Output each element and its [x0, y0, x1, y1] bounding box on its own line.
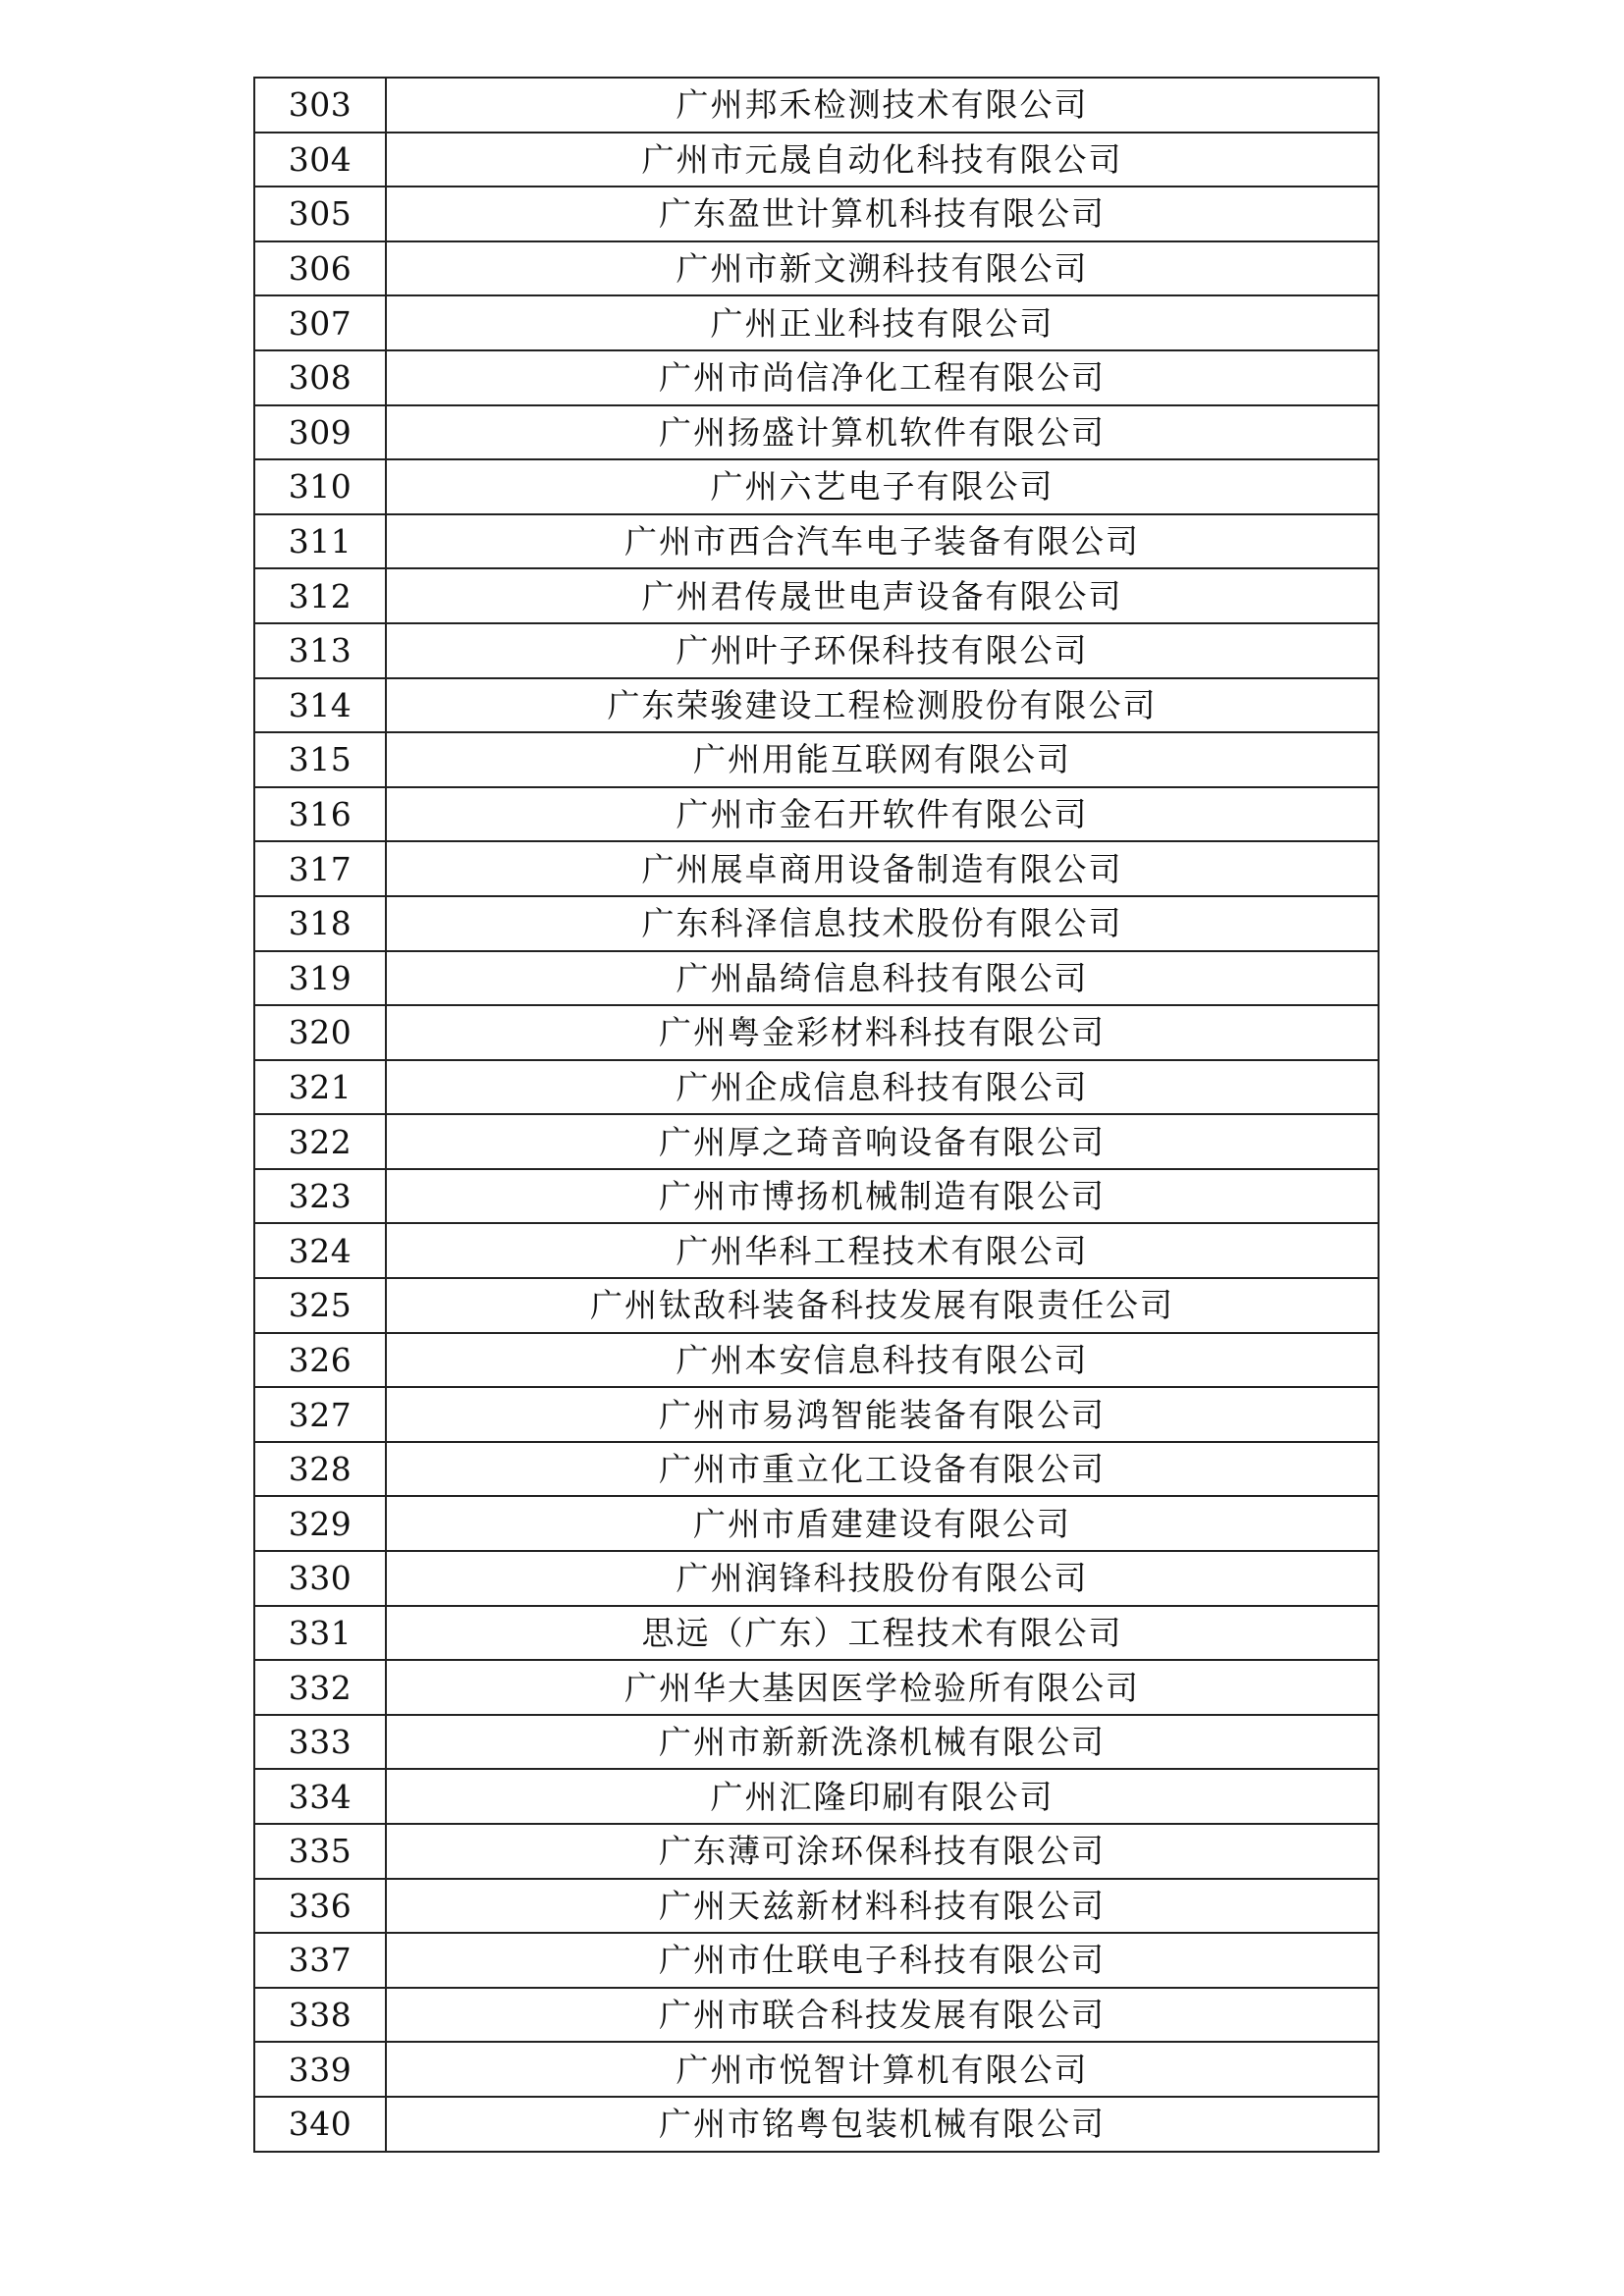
company-name: 广州市尚信净化工程有限公司	[386, 350, 1379, 405]
company-name: 广州市新新洗涤机械有限公司	[386, 1715, 1379, 1770]
company-name: 广东荣骏建设工程检测股份有限公司	[386, 678, 1379, 733]
row-number: 315	[254, 732, 386, 787]
company-name: 广州市重立化工设备有限公司	[386, 1442, 1379, 1497]
row-number: 309	[254, 405, 386, 460]
table-row	[254, 1715, 1379, 1770]
table-row	[254, 1496, 1379, 1551]
table-row	[254, 78, 1379, 133]
company-name: 广东科泽信息技术股份有限公司	[386, 896, 1379, 951]
row-number: 318	[254, 896, 386, 951]
table-row	[254, 2042, 1379, 2097]
row-number: 308	[254, 350, 386, 405]
row-number: 307	[254, 295, 386, 350]
row-number: 331	[254, 1606, 386, 1661]
row-number: 304	[254, 133, 386, 187]
row-number: 314	[254, 678, 386, 733]
table-row	[254, 241, 1379, 296]
table-row	[254, 1660, 1379, 1715]
company-name: 广州展卓商用设备制造有限公司	[386, 841, 1379, 896]
row-number: 329	[254, 1496, 386, 1551]
table-row	[254, 405, 1379, 460]
table-row	[254, 1333, 1379, 1388]
table-row	[254, 787, 1379, 842]
company-name: 广州润锋科技股份有限公司	[386, 1551, 1379, 1606]
row-number: 319	[254, 951, 386, 1006]
row-number: 327	[254, 1387, 386, 1442]
company-name: 广州厚之琦音响设备有限公司	[386, 1114, 1379, 1169]
company-name: 广州天兹新材料科技有限公司	[386, 1879, 1379, 1934]
company-name: 广州市元晟自动化科技有限公司	[386, 133, 1379, 187]
company-name: 广州市金石开软件有限公司	[386, 787, 1379, 842]
company-name: 广州粤金彩材料科技有限公司	[386, 1005, 1379, 1060]
row-number: 328	[254, 1442, 386, 1497]
company-name: 广州邦禾检测技术有限公司	[386, 78, 1379, 133]
company-list-table	[253, 77, 1380, 2153]
company-name: 广州市联合科技发展有限公司	[386, 1988, 1379, 2043]
row-number: 338	[254, 1988, 386, 2043]
company-name: 广州汇隆印刷有限公司	[386, 1769, 1379, 1824]
table-row	[254, 1933, 1379, 1988]
row-number: 324	[254, 1223, 386, 1278]
company-name: 广州正业科技有限公司	[386, 295, 1379, 350]
row-number: 310	[254, 459, 386, 514]
row-number: 323	[254, 1169, 386, 1224]
company-name: 广州钛敌科装备科技发展有限责任公司	[386, 1278, 1379, 1333]
table-row	[254, 951, 1379, 1006]
table-row	[254, 1551, 1379, 1606]
row-number: 322	[254, 1114, 386, 1169]
row-number: 320	[254, 1005, 386, 1060]
table-row	[254, 1769, 1379, 1824]
company-name: 广州华大基因医学检验所有限公司	[386, 1660, 1379, 1715]
row-number: 305	[254, 187, 386, 241]
table-row	[254, 350, 1379, 405]
company-name: 广州用能互联网有限公司	[386, 732, 1379, 787]
row-number: 334	[254, 1769, 386, 1824]
company-name: 广州市新文溯科技有限公司	[386, 241, 1379, 296]
company-name: 广州晶绮信息科技有限公司	[386, 951, 1379, 1006]
table-row	[254, 568, 1379, 623]
company-name: 广州本安信息科技有限公司	[386, 1333, 1379, 1388]
row-number: 303	[254, 78, 386, 133]
table-row	[254, 133, 1379, 187]
company-name: 广州市仕联电子科技有限公司	[386, 1933, 1379, 1988]
table-row	[254, 1169, 1379, 1224]
table-row	[254, 1387, 1379, 1442]
table-row	[254, 1606, 1379, 1661]
company-name: 广州市盾建建设有限公司	[386, 1496, 1379, 1551]
row-number: 335	[254, 1824, 386, 1879]
company-name: 广州市悦智计算机有限公司	[386, 2042, 1379, 2097]
table-row	[254, 1060, 1379, 1115]
row-number: 326	[254, 1333, 386, 1388]
table-row	[254, 732, 1379, 787]
company-name: 广州君传晟世电声设备有限公司	[386, 568, 1379, 623]
row-number: 330	[254, 1551, 386, 1606]
row-number: 313	[254, 623, 386, 678]
row-number: 321	[254, 1060, 386, 1115]
table-row	[254, 459, 1379, 514]
company-list-body	[254, 78, 1379, 2152]
row-number: 339	[254, 2042, 386, 2097]
company-name: 广州市铭粤包装机械有限公司	[386, 2097, 1379, 2152]
company-name: 思远（广东）工程技术有限公司	[386, 1606, 1379, 1661]
row-number: 312	[254, 568, 386, 623]
row-number: 306	[254, 241, 386, 296]
company-name: 广州企成信息科技有限公司	[386, 1060, 1379, 1115]
table-row	[254, 187, 1379, 241]
table-row	[254, 1442, 1379, 1497]
company-name: 广东盈世计算机科技有限公司	[386, 187, 1379, 241]
row-number: 333	[254, 1715, 386, 1770]
table-row	[254, 2097, 1379, 2152]
company-name: 广州市西合汽车电子装备有限公司	[386, 514, 1379, 569]
table-row	[254, 1879, 1379, 1934]
table-row	[254, 1278, 1379, 1333]
row-number: 325	[254, 1278, 386, 1333]
company-name: 广州华科工程技术有限公司	[386, 1223, 1379, 1278]
table-row	[254, 841, 1379, 896]
company-name: 广东薄可涂环保科技有限公司	[386, 1824, 1379, 1879]
table-row	[254, 1114, 1379, 1169]
company-name: 广州六艺电子有限公司	[386, 459, 1379, 514]
row-number: 316	[254, 787, 386, 842]
table-row	[254, 1005, 1379, 1060]
table-row	[254, 623, 1379, 678]
table-row	[254, 1824, 1379, 1879]
table-row	[254, 514, 1379, 569]
row-number: 340	[254, 2097, 386, 2152]
row-number: 336	[254, 1879, 386, 1934]
table-row	[254, 1988, 1379, 2043]
row-number: 332	[254, 1660, 386, 1715]
table-row	[254, 678, 1379, 733]
table-row	[254, 1223, 1379, 1278]
row-number: 337	[254, 1933, 386, 1988]
company-name: 广州扬盛计算机软件有限公司	[386, 405, 1379, 460]
company-name: 广州市博扬机械制造有限公司	[386, 1169, 1379, 1224]
table-row	[254, 295, 1379, 350]
row-number: 317	[254, 841, 386, 896]
company-name: 广州叶子环保科技有限公司	[386, 623, 1379, 678]
table-row	[254, 896, 1379, 951]
row-number: 311	[254, 514, 386, 569]
company-name: 广州市易鸿智能装备有限公司	[386, 1387, 1379, 1442]
